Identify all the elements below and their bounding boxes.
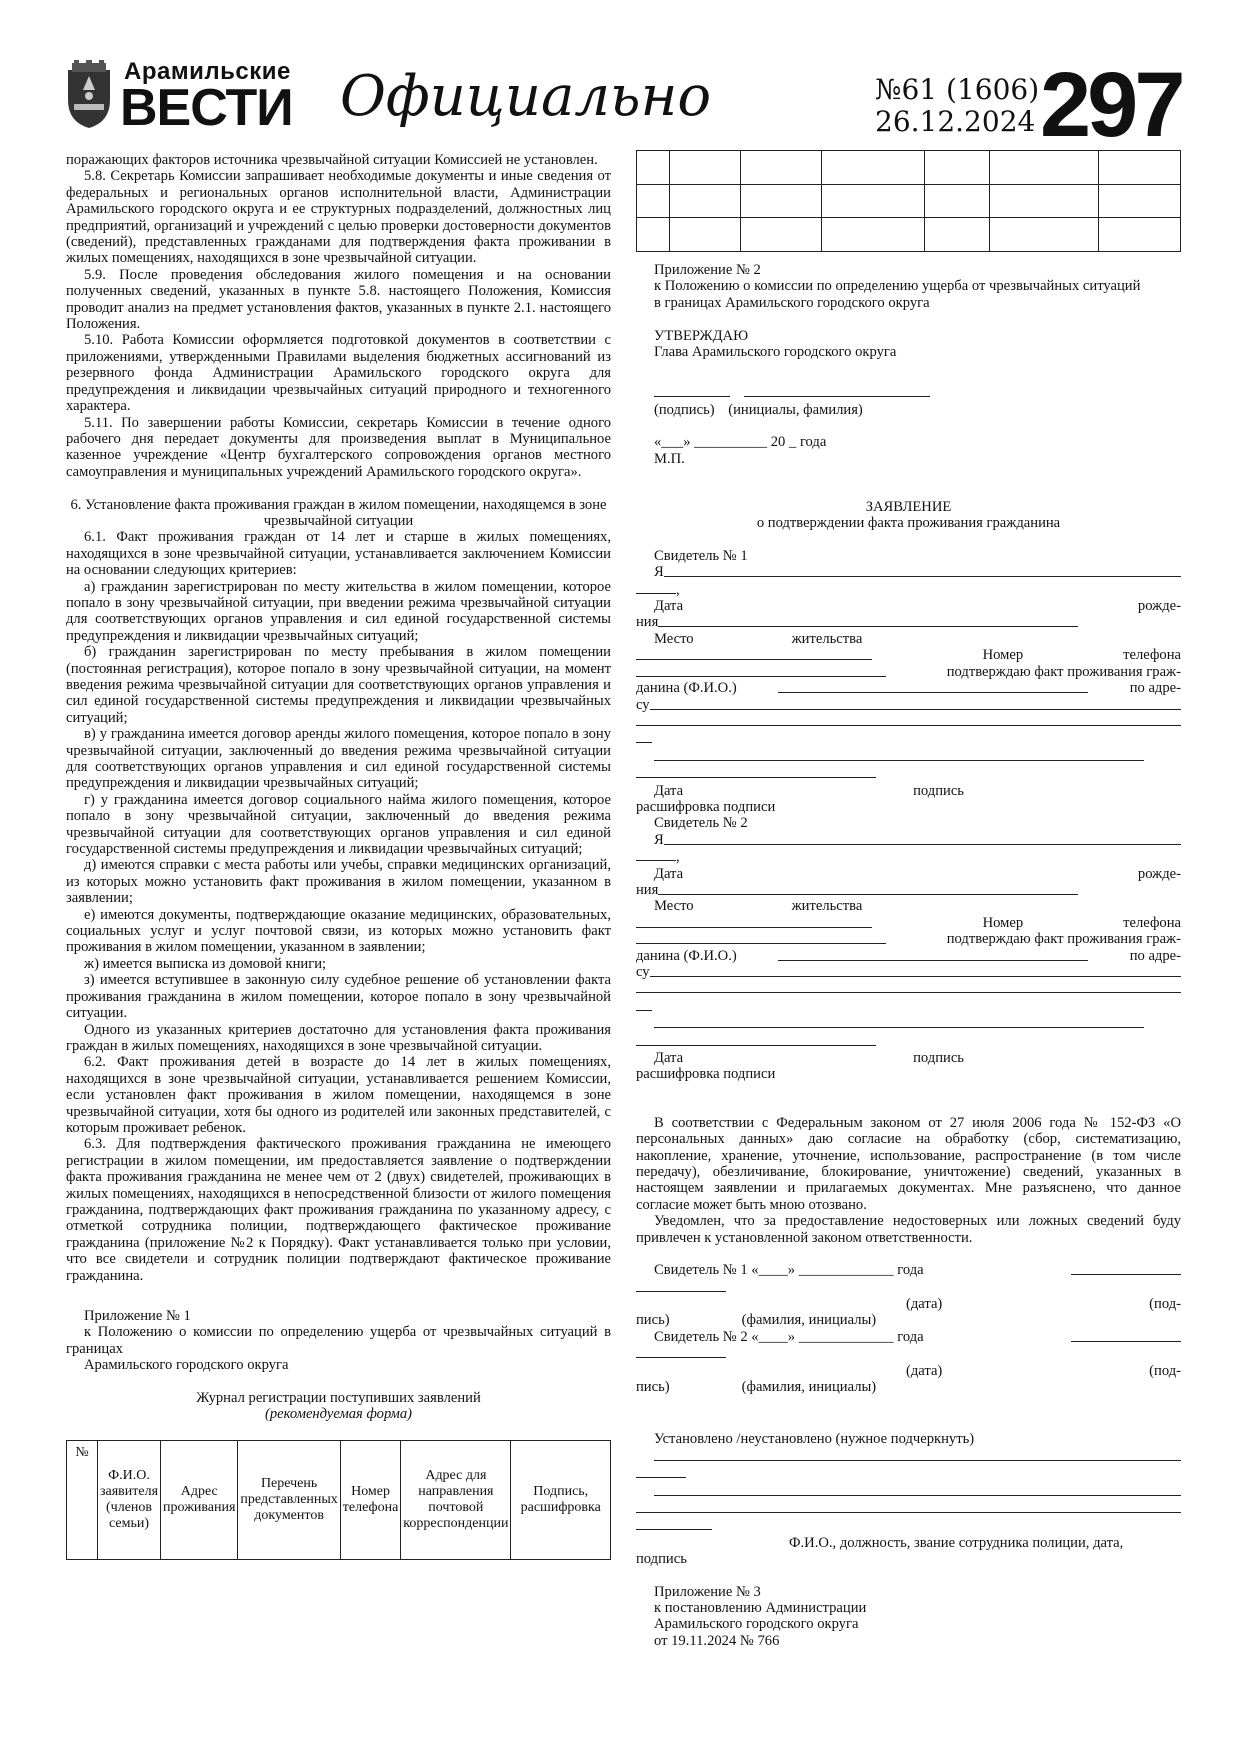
phone-field[interactable] [636, 931, 886, 944]
sign-paren: (под- [1149, 1295, 1181, 1312]
paragraph-6-3: 6.3. Для подтверждения фактического проживания гражданина не имеющего регистрации в жилом помещении, им предоставляется заявление о подтверждении факта проживания гражданина не менее чем от 2 (двух) свидетелей, проживающих в жилых помещениях, находящихся в непосредственной близости от жилого помещения гражданина, подтверждающих факт проживания гражданина по указанному адресу, с отметкой сотрудника полиции, подтверждающего фактическое проживание гражданина (приложение №2 к Порядку). Факт устанавливается только при условии, что все свидетели и сотрудник полиции подтверждают фактическое проживание гражданина. [66, 1136, 611, 1284]
signature-label: подпись [913, 1050, 964, 1067]
phone-label: Номер [982, 647, 1024, 664]
line-row [636, 1345, 1181, 1362]
line-row [636, 1279, 1181, 1296]
signature-field[interactable] [1071, 1262, 1181, 1275]
section-title: Официально [340, 64, 712, 129]
witness-name-field[interactable] [664, 832, 1181, 845]
dob-field[interactable] [658, 614, 1078, 627]
table-row [637, 151, 1181, 185]
line-row [636, 1500, 1181, 1517]
table-header-cell: Номер телефона [340, 1441, 400, 1560]
appendix-1-caption [66, 1308, 611, 1374]
fio-field[interactable] [778, 948, 1088, 961]
date-paren: (дата) [906, 1295, 943, 1312]
phone-label-cont: телефона [1123, 647, 1181, 664]
dob-field[interactable] [658, 882, 1078, 895]
table-header-cell: Ф.И.О. заявителя (членов семьи) [98, 1441, 161, 1560]
witness-name-row [636, 832, 1181, 848]
line-row [636, 1448, 1181, 1465]
section-6-heading: 6. Установление факта проживания граждан в жилом помещении, находящемся в зоне чрезвычайной ситуации [70, 496, 607, 529]
paragraph-5-8: 5.8. Секретарь Комиссии запрашивает необходимые документы и иные сведения от федеральных и региональных органов исполнительной власти, Администрации Арамильского городского округа и ее структурных подразделений, должностных лиц предприятий, организаций и учреждений с целью проверки достоверности документов (сведений), представленных гражданами для подтверждения факта проживании в жилых помещениях, находящихся в зоне чрезвычайной ситуации. [66, 168, 611, 267]
text-field[interactable] [636, 765, 876, 778]
dob-label-cont: рожде- [1137, 598, 1181, 615]
address-row [636, 964, 1181, 980]
witness-1-sign-row [636, 1262, 1181, 1278]
registration-table [66, 1440, 611, 1560]
paragraph-5-10: 5.10. Работа Комиссии оформляется подготовкой документов в соответствии с приложениями, утвержденными Правилами выделения бюджетных ассигнований из резервного фонда Администрации Арамильского городского округа для предупреждения и ликвидации чрезвычайных ситуаций природного и техногенного характера. [66, 332, 611, 415]
criterion-e: е) имеются документы, подтверждающие оказание медицинских, образовательных, социальных услуг и услуг почтовой связи, из которых можно установить факт проживания в жилом помещении, указанном в заявлении; [66, 906, 611, 956]
line-row [636, 765, 1181, 782]
journal-title: Журнал регистрации поступивших заявлений [196, 1389, 481, 1406]
date-label: Дата [654, 1050, 684, 1067]
witness-name-row [636, 564, 1181, 580]
statement-title: ЗАЯВЛЕНИЕ [865, 499, 952, 516]
appendix-1-title: Приложение № 1 [84, 1308, 191, 1325]
witness-2-labels-2 [636, 1379, 1181, 1395]
issue-info [875, 74, 1039, 138]
text-field[interactable] [636, 848, 676, 861]
appendix-2-ref: к Положению о комиссии по определению ущерба от чрезвычайных ситуаций [654, 278, 1141, 295]
witness-1-labels [636, 1296, 1181, 1312]
fio-label: данина (Ф.И.О.) [636, 680, 737, 697]
appendix-3-ref: к постановлению Администрации [654, 1600, 867, 1617]
witness-1-block [636, 548, 1181, 816]
table-header-cell: Подпись, расшифровка [511, 1441, 611, 1560]
dob-row [636, 866, 1181, 882]
signature-label: (подпись) [654, 401, 715, 418]
family-paren: (фамилия, инициалы) [741, 1312, 877, 1329]
confirm-row [636, 664, 1181, 680]
text-field[interactable] [654, 1448, 1181, 1461]
line-row [636, 730, 1181, 747]
dob-label: Дата [654, 865, 684, 882]
table-header-cell: Адрес для направления почтовой корреспонденции [401, 1441, 511, 1560]
approver-signature-lines [636, 384, 1181, 401]
address-label-end: су [636, 696, 650, 713]
witness-signatures [636, 1262, 1181, 1395]
witness-1-label: Свидетель № 1 [654, 547, 748, 564]
approval-date-line: «___» __________ 20 _ года [654, 434, 827, 451]
paragraph: поражающих факторов источника чрезвычайной ситуации Комиссией не установлен. [66, 152, 598, 168]
table-row [637, 184, 1181, 218]
line-row [636, 998, 1181, 1015]
phone-field[interactable] [636, 664, 886, 677]
initials-label: (инициалы, фамилия) [728, 401, 863, 418]
line-row [636, 713, 1181, 730]
criterion-b: б) гражданин зарегистрирован по месту пребывания в жилом помещении (постоянная регистрация), которое попало в зону чрезвычайной ситуации, на момент введения режима чрезвычайной ситуации для соответствующих органов управления и сил единой государственной системы предупреждения и ликвидации чрезвычайных ситуаций; [66, 644, 611, 726]
consent-paragraph: В соответствии с Федеральным законом от 27 июля 2006 года № 152-ФЗ «О персональных данных» даю согласие на обработку (сбор, систематизацию, накопление, хранение, уточнение, использование, распространение (в том числе передачу), обезличивание, блокирование, уничтожение) сведений, указанных в настоящем заявлении и прилагаемых документах. Мне разъяснено, что данное согласие может быть мною отозвано. [636, 1114, 1181, 1213]
address-label: по адре- [1129, 680, 1181, 697]
line-row [636, 1033, 1181, 1050]
appendix-2-title: Приложение № 2 [654, 262, 761, 278]
table-header-cell: Перечень представленных документов [238, 1441, 340, 1560]
registration-table-continued [636, 150, 1181, 252]
paragraph-5-9: 5.9. После проведения обследования жилого помещения и на основании полученных сведений, указанных в пункте 5.8. настоящего Положения, Комиссия проводит анализ на предмет установления фактов, указанных в пункте 2.1. настоящего Положения. [66, 266, 611, 333]
appendix-2-caption [636, 262, 1181, 311]
residence-label: Место [654, 630, 694, 647]
dob-label-cont: рожде- [1137, 865, 1181, 882]
statement-subtitle: о подтверждении факта проживания гражданина [756, 515, 1061, 532]
text-field[interactable] [636, 1279, 726, 1292]
text-field[interactable] [636, 980, 1181, 993]
signature-field[interactable] [654, 384, 730, 397]
witness-2-sign-row [636, 1329, 1181, 1345]
date-label: Дата [654, 782, 684, 799]
line-row [636, 1015, 1181, 1032]
page-number: 297 [1040, 54, 1182, 156]
residence-field[interactable] [636, 915, 872, 928]
witness-1-date-line: Свидетель № 1 «____» _____________ года [654, 1262, 924, 1279]
logo-top-text: Арамильские [124, 58, 291, 85]
ya-label: Я [654, 831, 664, 848]
dob-label-end: ния [636, 614, 659, 631]
appendix-1-ref-2: Арамильского городского округа [84, 1357, 289, 1374]
approver-title: Глава Арамильского городского округа [654, 344, 897, 361]
line-row [636, 1517, 1181, 1534]
sign-paren-end: пись) [636, 1378, 670, 1395]
dob-field-row [636, 882, 1181, 898]
paragraph-criteria-note: Одного из указанных критериев достаточно для установления факта проживания граждан в жилых помещениях, находящихся в зоне чрезвычайной ситуации. [66, 1021, 611, 1054]
criterion-zh: ж) имеется выписка из домовой книги; [84, 955, 327, 972]
appendix-3-title: Приложение № 3 [654, 1583, 761, 1600]
criterion-a: а) гражданин зарегистрирован по месту жительства в жилом помещении, которое попало в зону чрезвычайной ситуации, при введении режима чрезвычайной ситуации для соответствующих органов управления и сил единой государственной системы предупреждения и ликвидации чрезвычайных ситуаций; [66, 578, 611, 644]
sign-paren: (под- [1149, 1362, 1181, 1379]
sign-paren-end: пись) [636, 1312, 670, 1329]
fio-label: данина (Ф.И.О.) [636, 947, 737, 964]
residence-row [636, 898, 1181, 914]
line-row: , [636, 848, 1181, 865]
text-field[interactable] [654, 1483, 1181, 1496]
criterion-g: г) у гражданина имеется договор социального найма жилого помещения, которое попало в зону чрезвычайной ситуации, заключенный до введения режима чрезвычайной ситуации для соответствующих органов управления и сил единой государственной системы предупреждения и ликвидации чрезвычайных ситуаций; [66, 791, 611, 858]
table-header-cell: Адрес проживания [161, 1441, 238, 1560]
issue-number: №61 (1606) [875, 73, 1040, 106]
coat-of-arms-icon [64, 60, 114, 130]
paragraph-6-2: 6.2. Факт проживания детей в возрасте до 14 лет в жилых помещениях, находящихся в зоне чрезвычайной ситуации, устанавливается решением Комиссии, если установлен факт проживания в жилом помещении, находящемся в зоне чрезвычайной ситуации, хотя бы одного из родителей или законных представителей, с которым проживает ребенок. [66, 1054, 611, 1136]
residence-label: Место [654, 898, 694, 915]
signature-label: подпись [913, 782, 964, 799]
phone-label: Номер [982, 914, 1024, 931]
notice-paragraph: Уведомлен, что за предоставление недостоверных или ложных сведений буду привлечен к установленной законом ответственности. [636, 1213, 1181, 1246]
sign-row [636, 1050, 1181, 1066]
appendix-3-ref-2: Арамильского городского округа [654, 1616, 859, 1633]
witness-2-date-line: Свидетель № 2 «____» _____________ года [654, 1328, 924, 1345]
text-field[interactable] [636, 713, 1181, 726]
phone-row [636, 915, 1181, 931]
text-field[interactable] [636, 1345, 726, 1358]
criterion-d: д) имеются справки с места работы или учебы, справки медицинских организаций, из которых можно установить факт проживания в жилом помещении, указанном в заявлении; [66, 857, 611, 907]
issue-date: 26.12.2024 [875, 105, 1036, 138]
dob-label-end: ния [636, 881, 659, 898]
approver-signature-labels [636, 402, 1181, 418]
initials-field[interactable] [744, 384, 930, 397]
paragraph-5-11: 5.11. По завершении работы Комиссии, секретарь Комиссии в течение одного рабочего дня передает документы для произведения выплат в Муниципальное казенное учреждение «Центр бухгалтерского сопровождения органов местного самоуправления и муниципальных учреждений Арамильского городского округа». [66, 414, 611, 480]
text-field[interactable] [636, 581, 676, 594]
fio-field[interactable] [778, 680, 1088, 693]
decode-label: расшифровка подписи [636, 1066, 776, 1083]
dob-field-row [636, 614, 1181, 630]
criterion-v: в) у гражданина имеется договор аренды жилого помещения, которое попало в зону чрезвычайной ситуации, заключенный до введения режима чрезвычайной ситуации для соответствующих органов управления и сил единой государственной системы предупреждения и ликвидации чрезвычайных ситуаций; [66, 726, 611, 792]
line-row [636, 748, 1181, 765]
text-field[interactable] [654, 1015, 1144, 1028]
phone-label-cont: телефона [1123, 914, 1181, 931]
appendix-2-ref-2: в границах Арамильского городского округа [654, 294, 930, 311]
journal-subtitle: (рекомендуемая форма) [264, 1406, 412, 1423]
right-column [636, 150, 1181, 1649]
confirm-text: подтверждаю факт проживания граж- [946, 663, 1181, 680]
text-field[interactable] [636, 1517, 712, 1530]
address-label: по адре- [1129, 947, 1181, 964]
fio-row [636, 948, 1181, 964]
dob-row [636, 598, 1181, 614]
residence-label-cont: жительства [791, 898, 863, 915]
line-row [636, 980, 1181, 997]
line-row [636, 1465, 1181, 1482]
established-label: Установлено /неустановлено (нужное подчеркнуть) [654, 1431, 975, 1448]
witness-2-label: Свидетель № 2 [654, 815, 748, 832]
sign-row [636, 783, 1181, 799]
witness-2-block [636, 815, 1181, 1083]
text-field[interactable] [636, 1033, 876, 1046]
address-label-end: су [636, 964, 650, 981]
masthead [0, 0, 1241, 156]
residence-field[interactable] [636, 647, 872, 660]
witness-2-labels [636, 1363, 1181, 1379]
signature-field[interactable] [1071, 1329, 1181, 1342]
text-field[interactable] [636, 730, 652, 743]
phone-row [636, 647, 1181, 663]
confirm-text: подтверждаю факт проживания граж- [946, 931, 1181, 948]
table-row [637, 218, 1181, 252]
table-header-cell: № [67, 1441, 98, 1560]
appendix-3-caption [636, 1584, 1181, 1650]
address-field[interactable] [650, 964, 1181, 977]
newspaper-logo[interactable] [64, 58, 294, 138]
dob-label: Дата [654, 598, 684, 615]
table-header-row [67, 1441, 611, 1560]
logo-bottom-text: ВЕСТИ [120, 79, 293, 137]
text-field[interactable] [654, 748, 1144, 761]
approve-label: УТВЕРЖДАЮ [654, 327, 749, 344]
address-field[interactable] [650, 697, 1181, 710]
witness-1-labels-2 [636, 1312, 1181, 1328]
criterion-z: з) имеется вступившее в законную силу судебное решение об установлении факта проживания гражданина в жилом помещении, которое попало в зону чрезвычайной ситуации. [66, 972, 611, 1022]
family-paren: (фамилия, инициалы) [741, 1378, 877, 1395]
text-field[interactable] [636, 998, 652, 1011]
appendix-1-ref: к Положению о комиссии по определению ущерба от чрезвычайных ситуаций в границах [66, 1324, 611, 1357]
decode-label: расшифровка подписи [636, 798, 776, 815]
police-label: Ф.И.О., должность, звание сотрудника полиции, дата, [789, 1534, 1124, 1551]
witness-name-field[interactable] [664, 564, 1181, 577]
fio-row [636, 680, 1181, 696]
line-row [636, 1483, 1181, 1500]
confirm-row [636, 931, 1181, 947]
residence-row [636, 631, 1181, 647]
line-row: , [636, 581, 1181, 598]
text-field[interactable] [636, 1500, 1181, 1513]
paragraph-6-1: 6.1. Факт проживания граждан от 14 лет и старше в жилых помещениях, находящихся в зоне чрезвычайной ситуации, устанавливается заключением Комиссии на основании следующих критериев: [66, 529, 611, 579]
police-sign-label: подпись [636, 1551, 687, 1568]
appendix-3-date: от 19.11.2024 № 766 [654, 1632, 780, 1649]
stamp-label: М.П. [654, 450, 685, 467]
residence-label-cont: жительства [791, 630, 863, 647]
ya-label: Я [654, 564, 664, 581]
address-row [636, 697, 1181, 713]
text-field[interactable] [636, 1465, 686, 1478]
date-paren: (дата) [906, 1362, 943, 1379]
left-column [66, 152, 611, 1560]
